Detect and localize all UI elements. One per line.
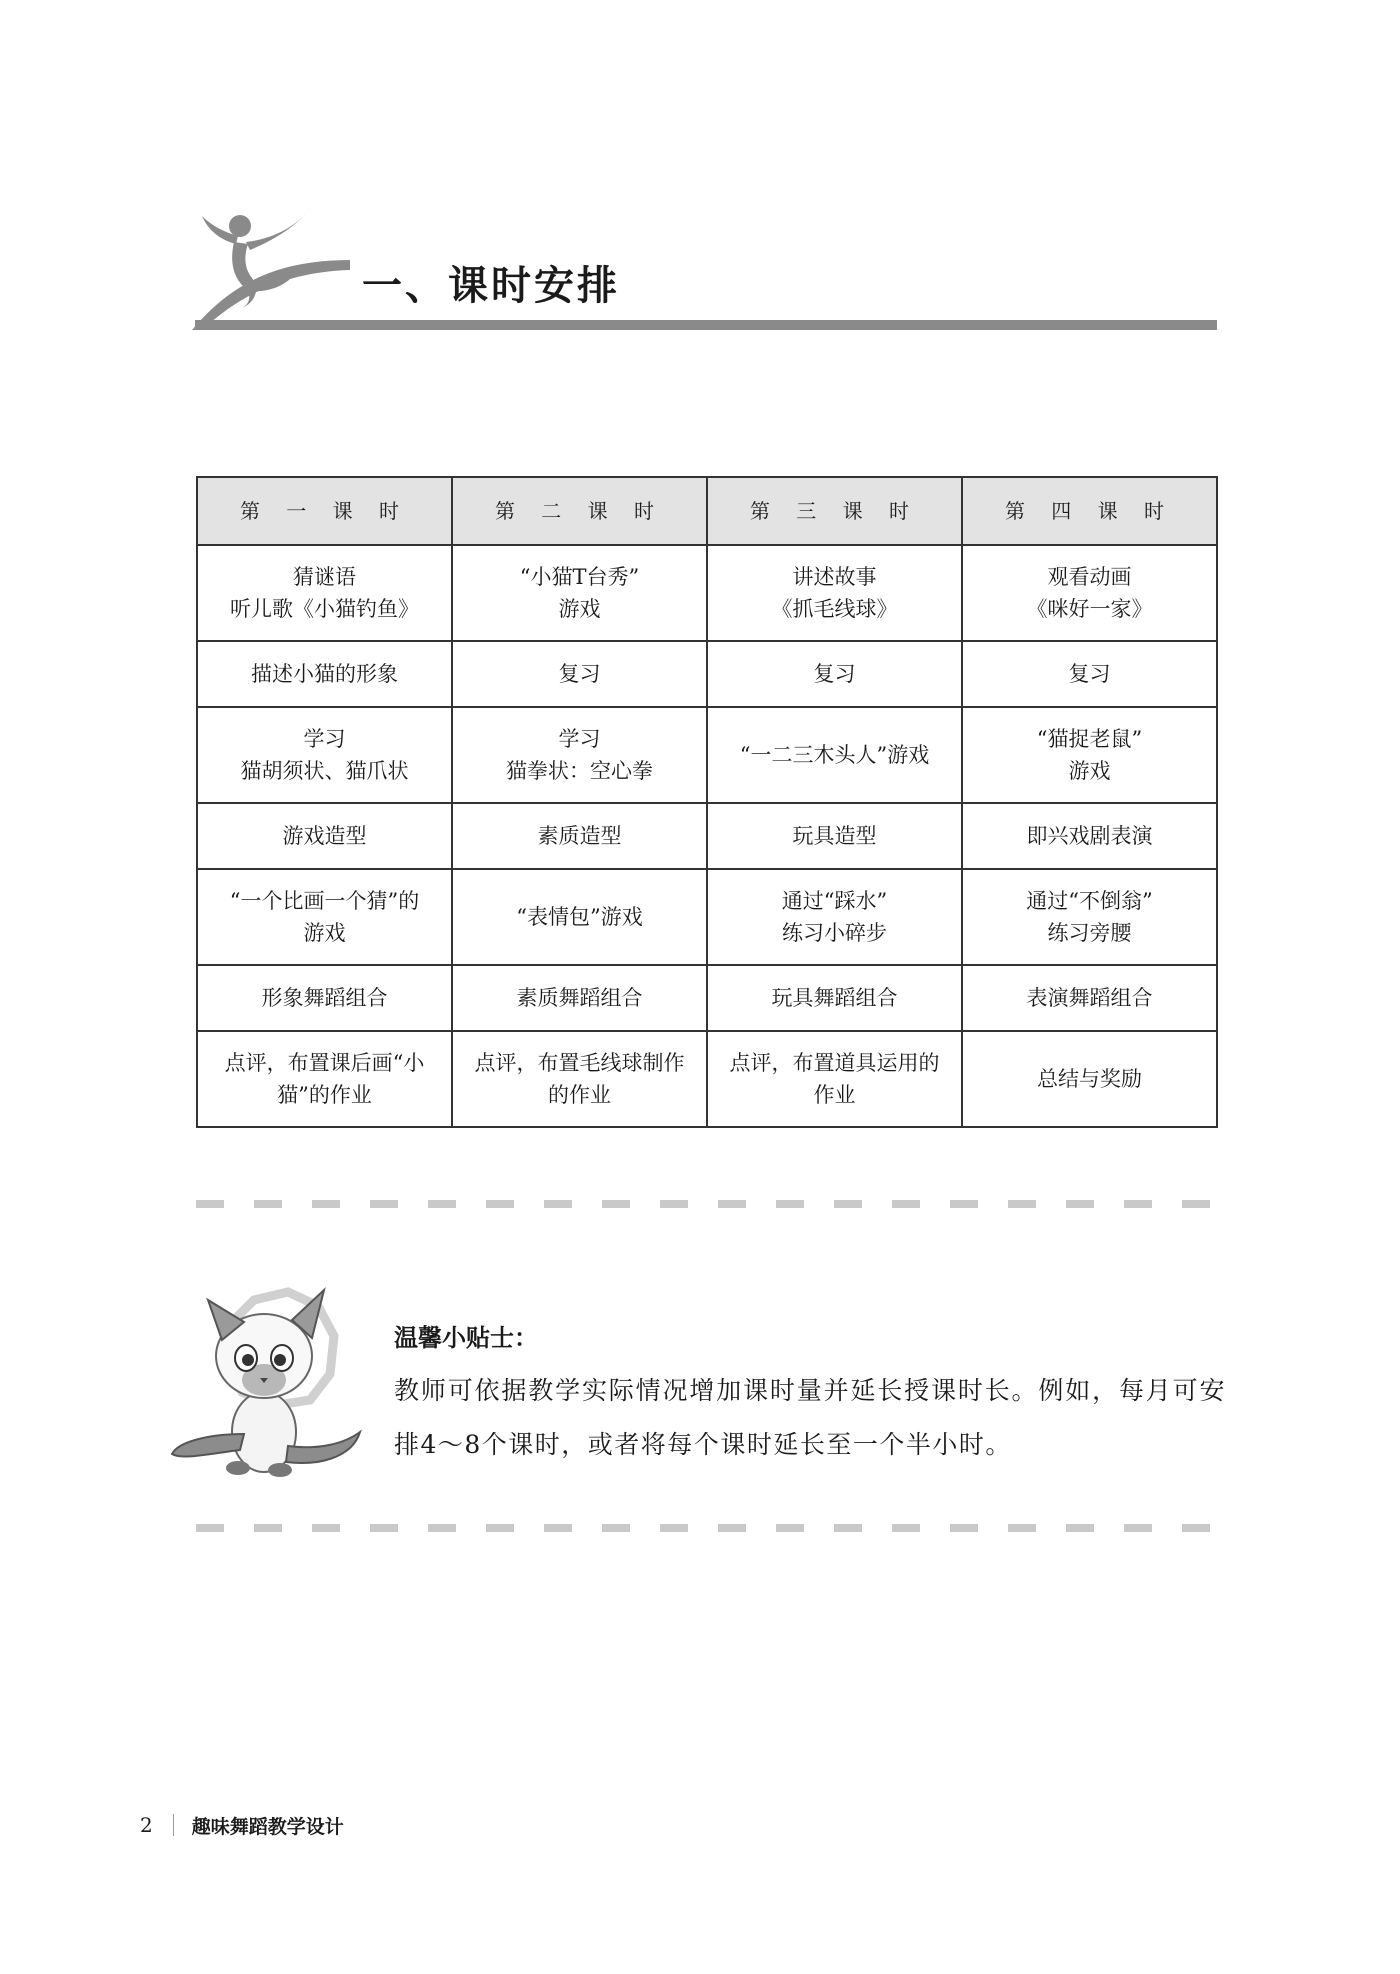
table-cell: 玩具舞蹈组合 — [707, 965, 962, 1031]
page-number: 2 — [140, 1813, 153, 1837]
table-cell: 即兴戏剧表演 — [962, 803, 1217, 869]
table-cell: 学习 猫胡须状、猫爪状 — [197, 707, 452, 803]
table-cell: “表情包”游戏 — [452, 869, 707, 965]
table-row — [197, 869, 1217, 965]
header-cell: 第 三 课 时 — [707, 477, 962, 545]
table-cell: 点评，布置毛线球制作 的作业 — [452, 1031, 707, 1127]
dancer-logo-icon — [190, 190, 350, 330]
table-row — [197, 1031, 1217, 1127]
table-cell: 总结与奖励 — [962, 1031, 1217, 1127]
tip-title: 温馨小贴士： — [394, 1324, 538, 1352]
table-cell: 素质造型 — [452, 803, 707, 869]
table-cell: 点评，布置道具运用的 作业 — [707, 1031, 962, 1127]
table-cell: 描述小猫的形象 — [197, 641, 452, 707]
table-cell: 素质舞蹈组合 — [452, 965, 707, 1031]
table-cell: 玩具造型 — [707, 803, 962, 869]
table-cell: 游戏造型 — [197, 803, 452, 869]
page-title: 一、课时安排 — [362, 263, 620, 309]
page-footer — [140, 1810, 344, 1840]
dashed-divider-bottom — [196, 1524, 1218, 1532]
table-cell: 形象舞蹈组合 — [197, 965, 452, 1031]
table-cell: 表演舞蹈组合 — [962, 965, 1217, 1031]
table-cell: 复习 — [452, 641, 707, 707]
table-cell: “猫捉老鼠” 游戏 — [962, 707, 1217, 803]
header-cell: 第 一 课 时 — [197, 477, 452, 545]
table-row — [197, 545, 1217, 641]
table-cell: 猜谜语 听儿歌《小猫钓鱼》 — [197, 545, 452, 641]
table-row — [197, 965, 1217, 1031]
table-row — [197, 707, 1217, 803]
table-cell: 观看动画 《咪好一家》 — [962, 545, 1217, 641]
table-cell: 点评，布置课后画“小 猫”的作业 — [197, 1031, 452, 1127]
book-title: 趣味舞蹈教学设计 — [191, 1815, 344, 1838]
table-cell: 复习 — [962, 641, 1217, 707]
header-rule — [195, 320, 1217, 330]
table-cell: 通过“踩水” 练习小碎步 — [707, 869, 962, 965]
table-cell: 讲述故事 《抓毛线球》 — [707, 545, 962, 641]
table-cell: 学习 猫拳状：空心拳 — [452, 707, 707, 803]
header-cell: 第 二 课 时 — [452, 477, 707, 545]
tip-body: 教师可依据教学实际情况增加课时量并延长授课时长。例如，每月可安排4～8个课时，或者将每个课时延长至一个半小时。 — [394, 1376, 1226, 1459]
cat-mascot-icon — [168, 1282, 378, 1480]
table-cell: “一个比画一个猜”的 游戏 — [197, 869, 452, 965]
dashed-divider-top — [196, 1200, 1218, 1208]
table-cell: “小猫T台秀” 游戏 — [452, 545, 707, 641]
footer-separator — [173, 1814, 174, 1836]
schedule-table — [196, 476, 1218, 1128]
table-cell: 复习 — [707, 641, 962, 707]
table-row — [197, 803, 1217, 869]
table-cell: “一二三木头人”游戏 — [707, 707, 962, 803]
header-cell: 第 四 课 时 — [962, 477, 1217, 545]
table-cell: 通过“不倒翁” 练习旁腰 — [962, 869, 1217, 965]
table-row — [197, 641, 1217, 707]
table-header-row — [197, 477, 1217, 545]
